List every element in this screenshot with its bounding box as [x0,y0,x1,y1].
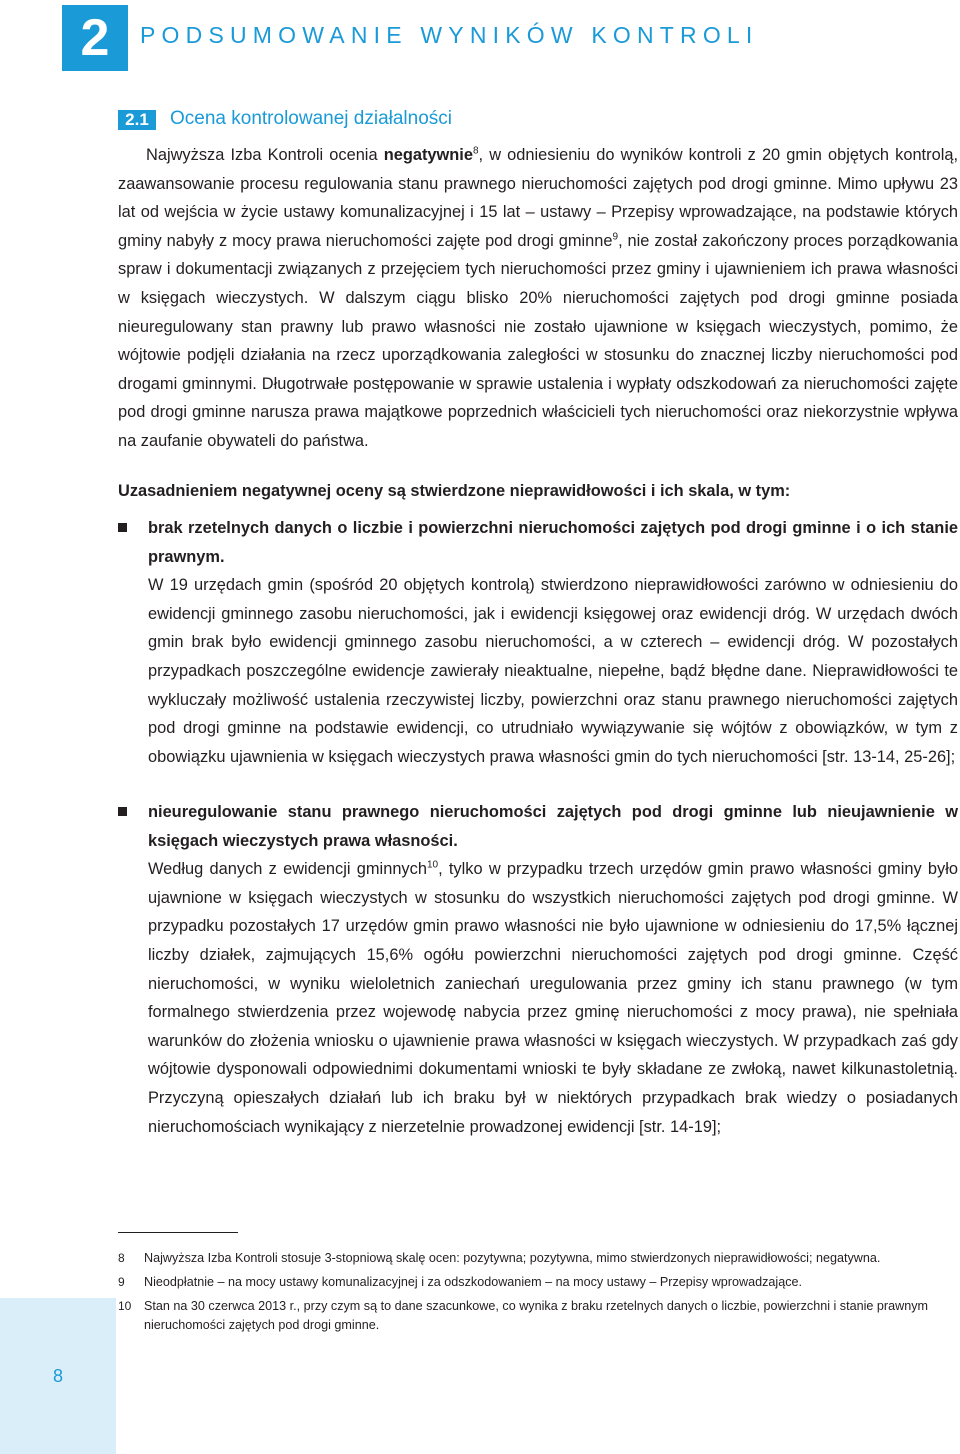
footnote-ref-8[interactable]: 8 [472,145,479,157]
footnote-text: Nieodpłatnie – na mocy ustawy komunalizacyjnej i za odszkodowaniem – na mocy ustawy – Przepisy wprowadzające. [144,1275,802,1289]
footnote-9 [118,1273,958,1292]
footnote-number: 8 [118,1251,125,1265]
lead-text-start: Najwyższa Izba Kontroli ocenia [146,146,384,164]
lead-paragraph [118,141,958,456]
bullet-item-1 [118,514,958,771]
footnote-number: 10 [118,1299,132,1313]
square-bullet-icon [118,523,127,532]
footnote-ref-9[interactable]: 9 [612,231,619,243]
lead-text-middle: , w odniesieniu do wyników kontroli z 20 gmin objętych kontrolą, zaawansowanie procesu regulowania stanu prawnego nieruchomości zajętych pod drogi gminne. Mimo upływu 23 lat od wejścia w życie ustawy komunalizacyjnej i 15 lat – ustawy – Przepisy wprowadzające, na podstawie których gminy nabyły z mocy prawa nieruchomości zajęte pod drogi gminne [118,146,958,250]
bullet-heading: brak rzetelnych danych o liczbie i powierzchni nieruchomości zajętych pod drogi gminne i o ich stanie prawnym. [148,519,958,566]
footnote-ref-10[interactable]: 10 [426,859,439,871]
bullet-text-body: W 19 urzędach gmin (spośród 20 objętych kontrolą) stwierdzono nieprawidłowości zarówno w odniesieniu do ewidencji gminnego zasobu nieruchomości, jak i ewidencji księgowej oraz ewidencji dróg. W urzędach dwóch gmin brak było ewidencji gminnego zasobu nieruchomości, a w czterech – ewidencji dróg. W pozostałych przypadkach poszczególne ewidencje zawierały nieaktualne, niepełne, bądź błędne dane. Nieprawidłowości te wykluczały możliwość ustalenia rzeczywistej liczby, powierzchni oraz stanu prawnego nieruchomości zajętych pod drogi gminne na podstawie ewidencji, co utrudniało wywiązywanie się wójtów z obowiązków, w tym z obowiązku ujawnienia w księgach wieczystych prawa własności gmin do tych nieruchomości [str. 13-14, 25-26]; [148,576,958,766]
summary-heading: Uzasadnieniem negatywnej oceny są stwierdzone nieprawidłowości i ich skala, w tym: [118,482,791,500]
square-bullet-icon [118,807,127,816]
lead-text-end: , nie został zakończony proces porządkowania spraw i dokumentacji związanych z przejęciem tych nieruchomości przez gminy i ujawnieniem ich prawa własności w księgach wieczystych. W dalszym ciągu blisko 20% nieruchomości zajętych pod drogi gminne posiada nieuregulowany stan prawny lub prawo własności nie zostało ujawnione w księgach wieczystych, pomimo, że wójtowie podjęli działania na rzecz uporządkowania zaległości w stosunku do znacznej liczby nieruchomości pod drogami gminnymi. Długotrwałe postępowanie w sprawie ustalenia i wypłaty odszkodowań za nieruchomości zajęte pod drogi gminne narusza prawa majątkowe poprzednich właścicieli tych nieruchomości oraz niekorzystnie wpływa na zaufanie obywateli do państwa. [118,231,958,450]
footnote-number: 9 [118,1275,125,1289]
lead-rating: negatywnie [383,146,473,164]
bullet-item-2 [118,798,958,1141]
bullet-text [148,571,958,771]
footnote-text: Najwyższa Izba Kontroli stosuje 3-stopniową skalę ocen: pozytywna; pozytywna, mimo stwierdzonych nieprawidłowości; negatywna. [144,1251,881,1265]
section-number: 2.1 [118,110,156,130]
footnote-8 [118,1249,958,1268]
chapter-title: PODSUMOWANIE WYNIKÓW KONTROLI [140,22,759,48]
section-title: Ocena kontrolowanej działalności [170,108,452,129]
page-number: 8 [0,1298,116,1454]
chapter-number: 2 [62,5,128,71]
bullet-text [148,855,958,1141]
footnote-10 [118,1297,958,1335]
bullet-heading: nieuregulowanie stanu prawnego nieruchomości zajętych pod drogi gminne lub nieujawnienie w księgach wieczystych prawa własności. [148,803,958,850]
footnotes [118,1249,958,1340]
footnote-separator [118,1232,238,1233]
bullet-text-start: Według danych z ewidencji gminnych [148,860,427,879]
footnote-text: Stan na 30 czerwca 2013 r., przy czym są to dane szacunkowe, co wynika z braku rzetelnych danych o liczbie, powierzchni i stanie prawnym nieruchomości zajętych pod drogi gminne. [144,1299,928,1332]
bullet-text-rest: , tylko w przypadku trzech urzędów gmin prawo własności gminy było ujawnione w księgach wieczystych w stosunku do wszystkich nieruchomości zajętych pod drogi gminne. W przypadku pozostałych 17 urzędów gmin prawo własności nie było ujawnione w odniesieniu do 17,5% łącznej liczby działek, zajmujących 15,6% ogółu powierzchni nieruchomości zajętych pod drogi gminne. Część nieruchomości, w wyniku wieloletnich zaniechań uregulowania przez gminy ich stanu prawnego (w tym formalnego stwierdzenia przez wojewodę nabycia przez gminę nieruchomości z mocy prawa), nie spełniała warunków do złożenia wniosku o ujawnienie prawa własności w księgach wieczystych. W przypadkach zaś gdy wójtowie dysponowali odpowiednimi dokumentami wnioski te były składane ze zwłoką, nawet kilkunastoletnią. Przyczyną opieszałych działań lub ich braku był w niektórych przypadkach brak wiedzy o posiadanych nieruchomościach wynikający z nierzetelnie prowadzonej ewidencji [str. 14-19]; [148,860,958,1136]
